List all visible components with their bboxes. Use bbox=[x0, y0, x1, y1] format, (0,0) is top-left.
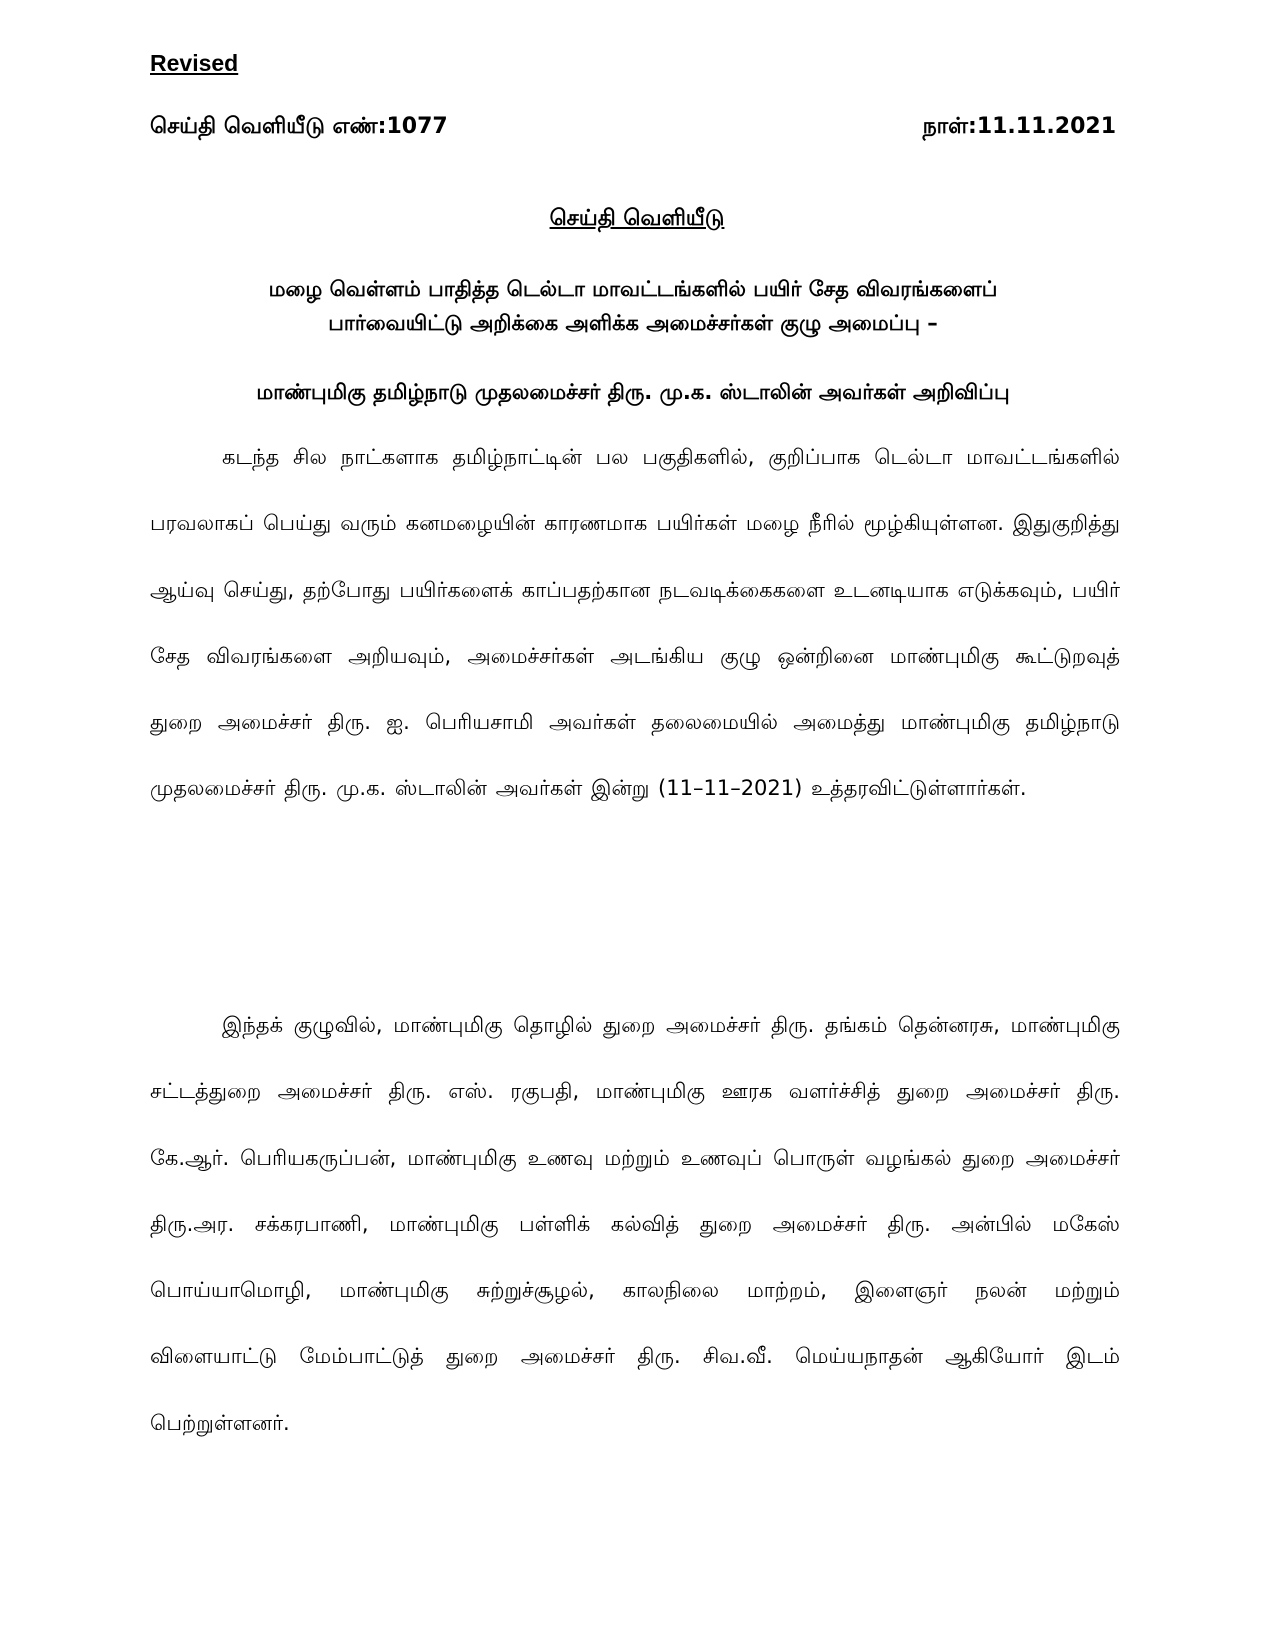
paragraph-2: இந்தக் குழுவில், மாண்புமிகு தொழில் துறை அமைச்சர் திரு. தங்கம் தென்னரசு, மாண்புமிகு சட்டத்துறை அமைச்சர் திரு. எஸ். ரகுபதி, மாண்புமிகு ஊரக வளர்ச்சித் துறை அமைச்சர் திரு. கே.ஆர். பெரியகருப்பன், மாண்புமிகு உணவு மற்றும் உணவுப் பொருள் வழங்கல் துறை அமைச்சர் திரு.அர. சக்கரபாணி, மாண்புமிகு பள்ளிக் கல்வித் துறை அமைச்சர் திரு. அன்பில் மகேஸ் பொய்யாமொழி, மாண்புமிகு சுற்றுச்சூழல், காலநிலை மாற்றம், இளைஞர் நலன் மற்றும் விளையாட்டு மேம்பாட்டுத் துறை அமைச்சர் திரு. சிவ.வீ. மெய்யநாதன் ஆகியோர் இடம் பெற்றுள்ளனர். bbox=[150, 1013, 1120, 1435]
release-number: செய்தி வெளியீடு எண்:1077 bbox=[150, 114, 448, 139]
headline bbox=[150, 272, 1116, 340]
revised-label: Revised bbox=[150, 50, 239, 76]
press-release-title: செய்தி வெளியீடு bbox=[549, 206, 725, 231]
release-date: நாள்:11.11.2021 bbox=[922, 114, 1116, 139]
paragraph-1: கடந்த சில நாட்களாக தமிழ்நாட்டின் பல பகுதிகளில், குறிப்பாக டெல்டா மாவட்டங்களில் பரவலாகப் பெய்து வரும் கனமழையின் காரணமாக பயிர்கள் மழை நீரில் மூழ்கியுள்ளன. இதுகுறித்து ஆய்வு செய்து, தற்போது பயிர்களைக் காப்பதற்கான நடவடிக்கைகளை உடனடியாக எடுக்கவும், பயிர் சேத விவரங்களை அறியவும், அமைச்சர்கள் அடங்கிய குழு ஒன்றினை மாண்புமிகு கூட்டுறவுத் துறை அமைச்சர் திரு. ஐ. பெரியசாமி அவர்கள் தலைமையில் அமைத்து மாண்புமிகு தமிழ்நாடு முதலமைச்சர் திரு. மு.க. ஸ்டாலின் அவர்கள் இன்று (11–11–2021) உத்தரவிட்டுள்ளார்கள். bbox=[150, 445, 1120, 801]
release-header bbox=[150, 114, 1116, 142]
headline-line-2: பார்வையிட்டு அறிக்கை அளிக்க அமைச்சர்கள் குழு அமைப்பு – bbox=[328, 311, 938, 335]
headline-line-1: மழை வெள்ளம் பாதித்த டெல்டா மாவட்டங்களில் பயிர் சேத விவரங்களைப் bbox=[268, 277, 998, 301]
subheadline: மாண்புமிகு தமிழ்நாடு முதலமைச்சர் திரு. மு.க. ஸ்டாலின் அவர்கள் அறிவிப்பு bbox=[256, 380, 1010, 404]
